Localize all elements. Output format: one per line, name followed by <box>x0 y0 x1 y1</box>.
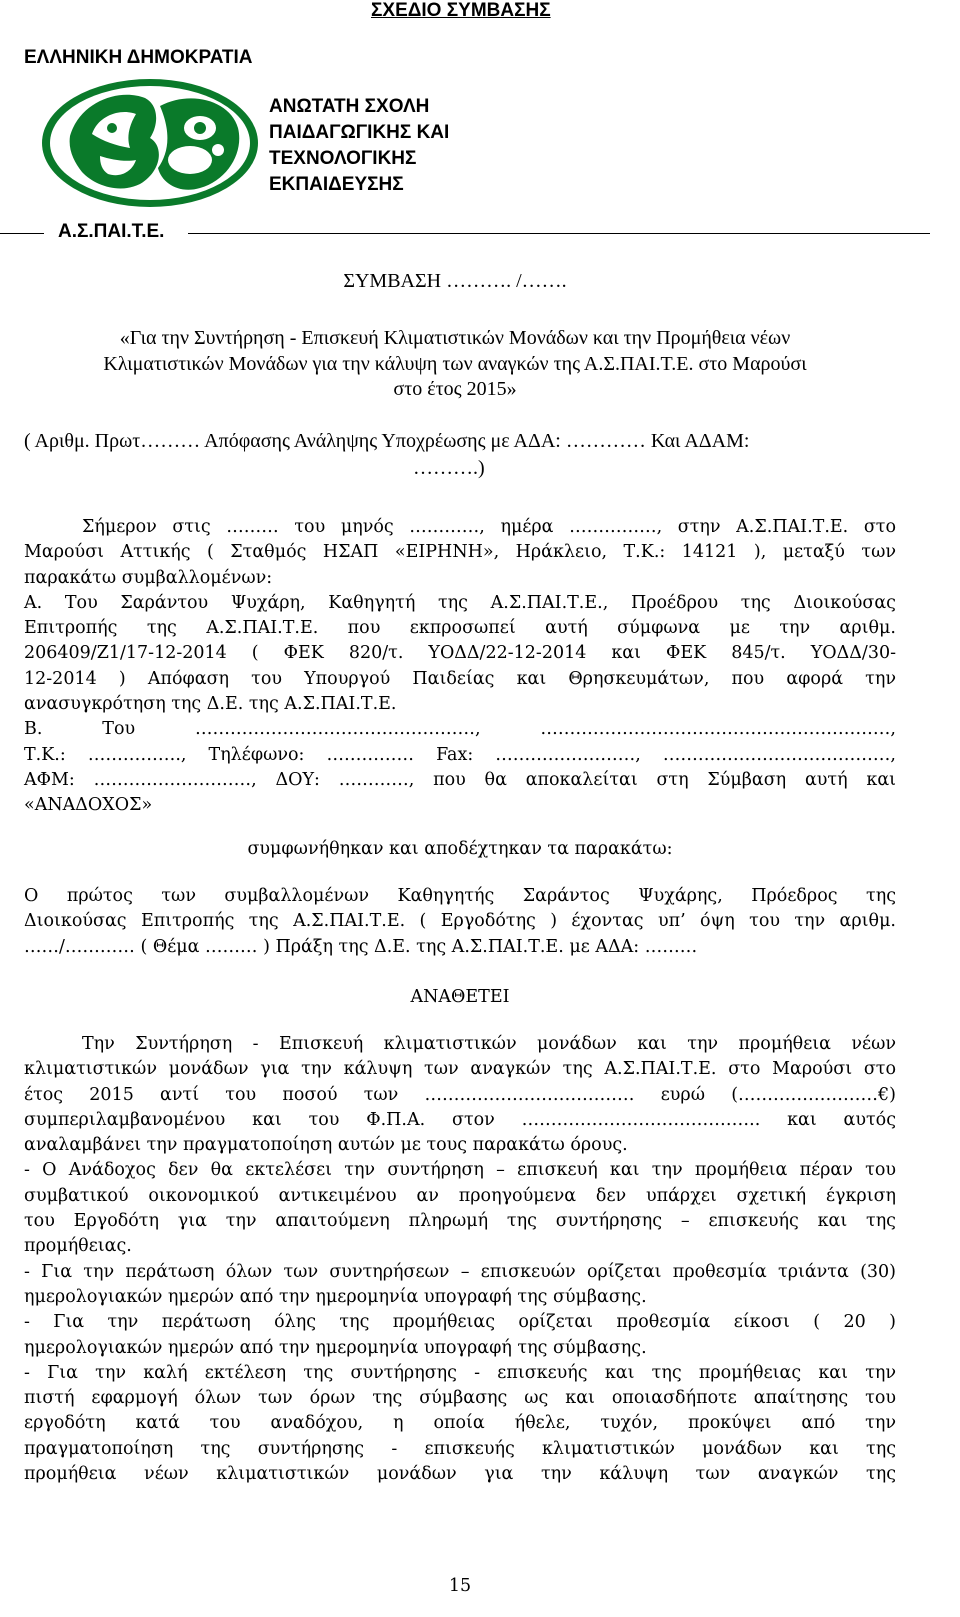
terms-line: - Ο Ανάδοχος δεν θα εκτελέσει την συντήρηση – επισκευή και την προμήθεια πέραν του <box>24 1160 896 1181</box>
parties-line: Σήμερον στις ……… του μηνός …………, ημέρα ……………, στην Α.Σ.ΠΑΙ.Τ.Ε. στο <box>82 517 896 537</box>
terms-section <box>24 1032 896 1487</box>
terms-line: προμήθεια νέων κλιματιστικών μονάδων για την κάλυψη των αναγκών της <box>24 1464 896 1485</box>
subject-line: στο έτος 2015» <box>393 378 517 401</box>
terms-line: πιστή εφαρμογή όλων των όρων της σύμβασης ως και οποιασδήποτε απαίτησης του <box>24 1388 896 1409</box>
terms-line: συμπεριλαμβανομένου και του Φ.Π.Α. στον ………………………………….. και αυτός <box>24 1109 896 1130</box>
terms-line: Την Συντήρηση - Επισκευή κλιματιστικών μονάδων και την προμήθεια νέων <box>82 1034 896 1054</box>
parties-line: Β. Του …………………………………………, ……………………………………………………, <box>24 719 896 740</box>
terms-line: ημερολογιακών ημερών από την ημερομηνία υπογραφή της σύμβασης. <box>24 1337 647 1358</box>
parties-line: Μαρούσι Αττικής ( Σταθμός ΗΣΑΠ «ΕΙΡΗΝΗ», Ηράκλειο, Τ.Κ.: 14121 ), μεταξύ των <box>24 542 896 563</box>
terms-line: έτος 2015 αντί του ποσού των ……………………………… ευρώ (……………………€) <box>24 1084 896 1105</box>
draft-title: ΣΧΕΔΙΟ ΣΥΜΒΑΣΗΣ <box>371 0 551 21</box>
contract-subject <box>0 326 910 403</box>
parties-line: Τ.Κ.: ……………., Τηλέφωνο: …………… Fax: ……………………, …………………………………, <box>24 744 896 765</box>
agreement-line: Ο πρώτος των συμβαλλομένων Καθηγητής Σαράντος Ψυχάρης, Πρόεδρος της <box>24 886 896 906</box>
acronym-label: Α.Σ.ΠΑΙ.Τ.Ε. <box>58 221 165 242</box>
terms-line: εργοδότη κατά του αναδόχου, η οποία ήθελε, τυχόν, προκύψει από την <box>24 1413 896 1434</box>
parties-line: παρακάτω συμβαλλομένων: <box>24 567 273 588</box>
subject-line: «Για την Συντήρηση - Επισκευή Κλιματιστικών Μονάδων και την Προμήθεια νέων <box>119 327 791 349</box>
parties-line: ΑΦΜ: ………………………, ΔΟΥ: …………, που θα αποκαλείται στη Σύμβαση αυτή και <box>24 769 896 790</box>
parties-line: ανασυγκρότηση της Δ.Ε. της Α.Σ.ΠΑΙ.Τ.Ε. <box>24 694 397 715</box>
agreement-line: ……/………… ( Θέμα ……… ) Πράξη της Δ.Ε. της Α.Σ.ΠΑΙ.Τ.Ε. με ΑΔΑ: ……… <box>24 936 698 957</box>
terms-line: συμβατικού οικονομικού αντικειμένου αν προηγούμενα δεν υπάρχει σχετική έγκριση <box>24 1185 896 1206</box>
parties-line: «ΑΝΑΔΟΧΟΣ» <box>24 795 153 816</box>
parties-line: Α. Του Σαράντου Ψυχάρη, Καθηγητή της Α.Σ.ΠΑΙ.Τ.Ε., Προέδρου της Διοικούσας <box>24 592 896 613</box>
terms-line: πραγματοποίηση της συντήρησης - επισκευής κλιματιστικών μονάδων και της <box>24 1438 896 1459</box>
parties-line: Επιτροπής της Α.Σ.ΠΑΙ.Τ.Ε. που εκπροσωπεί αυτή σύμφωνα με την αριθμ. <box>24 618 896 639</box>
terms-line: - Για την περάτωση όλης της προμήθειας ορίζεται προθεσμία είκοσι ( 20 ) <box>24 1312 896 1333</box>
institution-line: ΕΚΠΑΙΔΕΥΣΗΣ <box>269 174 404 195</box>
parties-line: 206409/Ζ1/17-12-2014 ( ΦΕΚ 820/τ. ΥΟΔΔ/22-12-2014 και ΦΕΚ 845/τ. ΥΟΔΔ/30- <box>24 643 896 664</box>
institution-line: ΠΑΙΔΑΓΩΓΙΚΗΣ ΚΑΙ <box>269 122 450 143</box>
header-rule-left <box>0 233 44 234</box>
terms-line: - Για την περάτωση όλων των συντηρήσεων – επισκευών ορίζεται προθεσμία τριάντα (30) <box>24 1261 896 1282</box>
agreement-heading: συμφωνήθηκαν και αποδέχτηκαν τα παρακάτω: <box>247 839 673 859</box>
terms-line: του Εργοδότη για την απαιτούμενη πληρωμή της συντήρησης – επισκευής και της <box>24 1211 896 1232</box>
subject-line: Κλιματιστικών Μονάδων για την κάλυψη των αναγκών της Α.Σ.ΠΑΙ.Τ.Ε. στο Μαρούσι <box>103 352 807 375</box>
parties-line: 12-2014 ) Απόφαση του Υπουργού Παιδείας και Θρησκευμάτων, που αφορά την <box>24 668 896 689</box>
header-rule-right <box>188 233 930 234</box>
terms-line: προμήθειας. <box>24 1236 132 1257</box>
institution-line: ΑΝΩΤΑΤΗ ΣΧΟΛΗ <box>269 96 430 117</box>
terms-line: ημερολογιακών ημερών από την ημερομηνία υπογραφή της σύμβασης. <box>24 1286 647 1307</box>
decision-reference-cont: ……….) <box>413 457 485 479</box>
institution-logo <box>40 76 260 210</box>
terms-line: κλιματιστικών μονάδων για την κάλυψη των αναγκών της Α.Σ.ΠΑΙ.Τ.Ε. στο Μαρούσι στο <box>24 1059 896 1080</box>
republic-label: ΕΛΛΗΝΙΚΗ ΔΗΜΟΚΡΑΤΙΑ <box>24 47 253 68</box>
agreement-section <box>24 884 896 960</box>
decision-reference: ( Αριθμ. Πρωτ……… Απόφασης Ανάληψης Υποχρέωσης με ΑΔΑ: ………… Και ΑΔΑΜ: <box>24 430 750 452</box>
assigns-heading: ΑΝΑΘΕΤΕΙ <box>410 987 510 1007</box>
contract-number: ΣΥΜΒΑΣΗ ………. /……. <box>343 270 567 292</box>
terms-line: αναλαμβάνει την πραγματοποίηση αυτών με τους παρακάτω όρους. <box>24 1135 628 1156</box>
parties-section <box>24 515 896 819</box>
institution-line: ΤΕΧΝΟΛΟΓΙΚΗΣ <box>269 148 417 169</box>
agreement-line: Διοικούσας Επιτροπής της Α.Σ.ΠΑΙ.Τ.Ε. ( Εργοδότης ) έχοντας υπ’ όψη του την αριθμ. <box>24 911 896 932</box>
institution-name <box>269 94 449 198</box>
page-number: 15 <box>448 1576 472 1596</box>
terms-line: - Για την καλή εκτέλεση της συντήρησης - επισκευής και της προμήθειας και την <box>24 1362 896 1383</box>
